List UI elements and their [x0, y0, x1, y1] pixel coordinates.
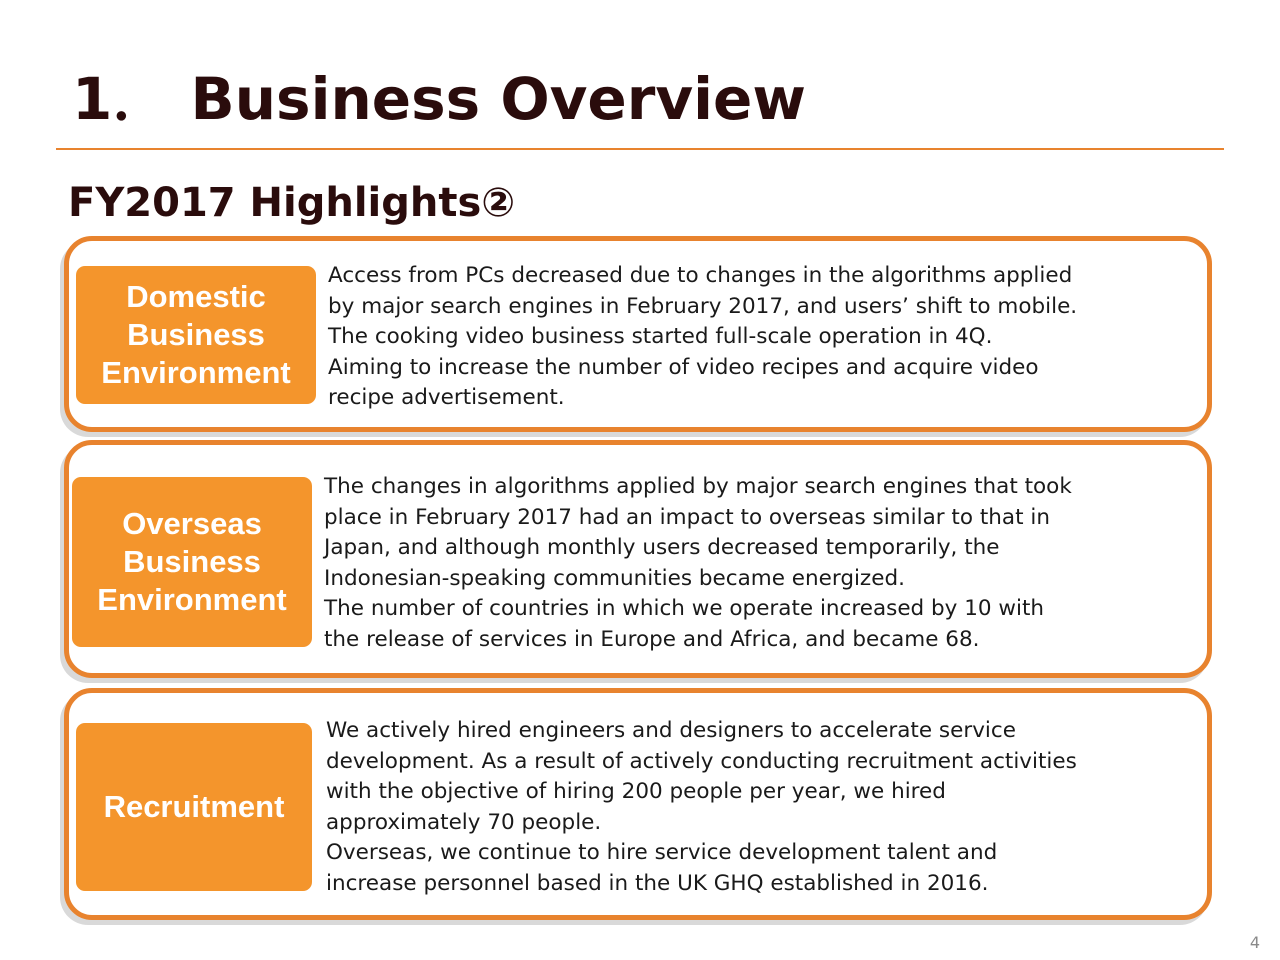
text-line: development. As a result of actively conducting recruitment activities	[326, 748, 1077, 774]
domestic-business-tag: Domestic Business Environment	[76, 266, 316, 404]
text-line: Indonesian-speaking communities became energized.	[324, 565, 905, 591]
text-line: The number of countries in which we operate increased by 10 with	[324, 596, 1045, 621]
text-line: The cooking video business started full-scale operation in 4Q.	[328, 324, 993, 349]
section-subtitle: FY2017 Highlights②	[68, 180, 516, 226]
text-line: The changes in algorithms applied by major search engines that took	[324, 474, 1072, 499]
overseas-business-text	[324, 472, 1072, 655]
text-line: with the objective of hiring 200 people per year, we hired	[326, 779, 946, 804]
text-line: by major search engines in February 2017, and users’ shift to mobile.	[328, 293, 1078, 319]
page-title: 1． Business Overview	[72, 65, 806, 133]
text-line: approximately 70 people.	[326, 809, 602, 835]
overseas-business-tag: Overseas Business Environment	[72, 477, 312, 647]
page-number: 4	[1249, 933, 1260, 952]
text-line: Aiming to increase the number of video recipes and acquire video	[328, 354, 1039, 380]
text-line: increase personnel based in the UK GHQ established in 2016.	[326, 870, 989, 896]
text-line: the release of services in Europe and Africa, and became 68.	[324, 626, 980, 652]
text-line: Japan, and although monthly users decreased temporarily, the	[324, 535, 1000, 560]
recruitment-tag: Recruitment	[76, 723, 312, 891]
title-divider	[56, 148, 1224, 150]
text-line: place in February 2017 had an impact to overseas similar to that in	[324, 504, 1050, 530]
text-line: Access from PCs decreased due to changes in the algorithms applied	[328, 263, 1073, 288]
text-line: We actively hired engineers and designers to accelerate service	[326, 718, 1016, 743]
domestic-business-text	[328, 261, 1077, 414]
text-line: Overseas, we continue to hire service development talent and	[326, 840, 998, 865]
text-line: recipe advertisement.	[328, 385, 565, 410]
recruitment-text	[326, 716, 1077, 899]
